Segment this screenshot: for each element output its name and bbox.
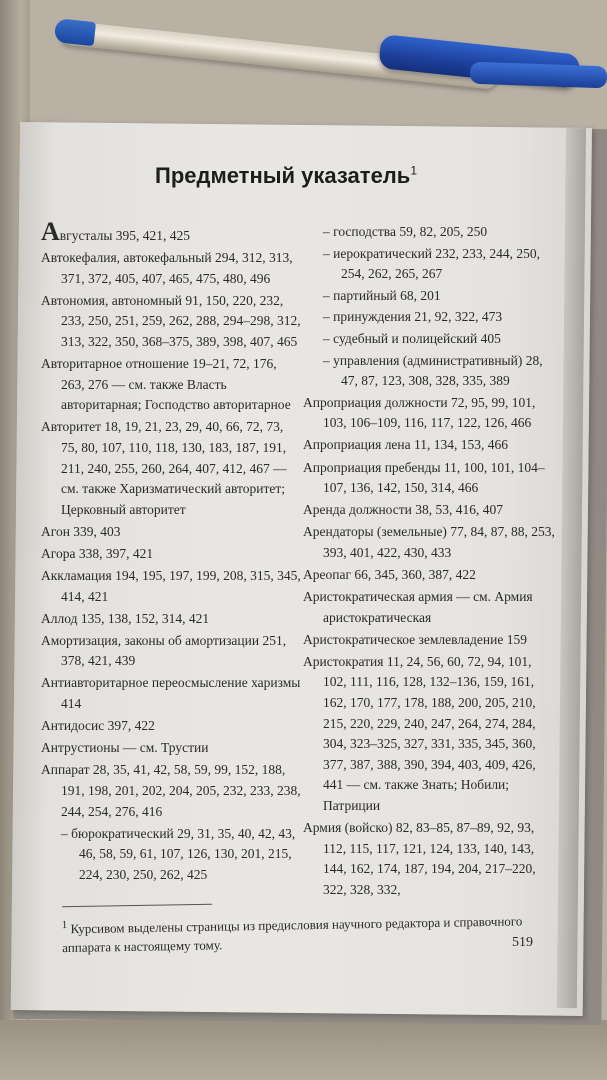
page-number: 519 (512, 935, 533, 950)
page-title-text: Предметный указатель (155, 163, 411, 188)
title-footnote-mark: 1 (410, 163, 417, 178)
index-entry: Августалы 395, 421, 425 (41, 217, 191, 246)
index-entry: Автокефалия, автокефальный 294, 312, 313, 371, 372, 405, 407, 465, 475, 480, 496 (41, 250, 293, 286)
index-entry: Агора 338, 397, 421 (41, 545, 154, 561)
index-entry: Антиавторитарное переосмысление харизмы 414 (41, 675, 301, 712)
index-entry: Арендаторы (земельные) 77, 84, 87, 88, 253, 393, 401, 422, 430, 433 (303, 524, 555, 560)
index-entry: Апроприация должности 72, 95, 99, 101, 103, 106–109, 116, 117, 122, 126, 466 (303, 394, 536, 431)
index-entry: Апроприация пребенды 11, 100, 101, 104–107, 136, 142, 150, 314, 466 (303, 459, 545, 496)
table-surface-bottom (0, 1020, 607, 1080)
index-entry: Аккламация 194, 195, 197, 199, 208, 315, 345, 414, 421 (41, 568, 301, 604)
index-subentry: – бюрократический 29, 31, 35, 40, 42, 43, 46, 58, 59, 61, 107, 126, 130, 201, 215, 224, 230, 250, 262, 425 (61, 825, 296, 882)
index-entry: Агон 339, 403 (41, 523, 121, 539)
index-subentry: – партийный 68, 201 (323, 287, 441, 303)
index-subentry: – управления (административный) 28, 47, 87, 123, 308, 328, 335, 389 (323, 352, 543, 389)
index-subentry: – судебный и полицейский 405 (323, 330, 501, 346)
index-entry: Армия (войско) 82, 83–85, 87–89, 92, 93, 112, 115, 117, 121, 124, 133, 140, 143, 144, 162, 174, 187, 194, 204, 217–220, 322, 328, 332, (303, 820, 536, 897)
index-right-column (303, 222, 557, 902)
index-entry: Аристократическая армия — см. Армия аристократическая (303, 589, 533, 625)
index-entry: Аристократическое землевладение 159 (303, 631, 527, 647)
pen-tip (54, 18, 96, 46)
index-subentry: – господства 59, 82, 205, 250 (323, 224, 488, 239)
index-entry: Автономия, автономный 91, 150, 220, 232, 233, 250, 251, 259, 262, 288, 294–298, 312, 313, 322, 350, 368–375, 389, 398, 407, 465 (41, 292, 301, 349)
footnote-mark: 1 (61, 919, 68, 932)
footnote-text: Курсивом выделены страницы из предисловия научного редактора и справочного аппарата к настоящему тому. (62, 913, 523, 956)
index-subentry: – иерократический 232, 233, 244, 250, 254, 262, 265, 267 (323, 245, 541, 282)
index-entry: Авторитарное отношение 19–21, 72, 176, 263, 276 — см. также Власть авторитарная; Господство авторитарное (41, 356, 291, 413)
index-entry: Антрустионы — см. Трустии (41, 740, 209, 756)
index-entry: Антидосис 397, 422 (41, 718, 155, 734)
page-title (155, 163, 515, 189)
index-entry: Авторитет 18, 19, 21, 23, 29, 40, 66, 72, 73, 75, 80, 107, 110, 118, 130, 183, 187, 191, 211, 240, 255, 260, 264, 407, 412, 467 — см. также Харизматический авторитет; Церковный авторитет (41, 419, 287, 517)
index-entry: Аппарат 28, 35, 41, 42, 58, 59, 99, 152, 188, 191, 198, 201, 202, 204, 205, 232, 233, 238, 244, 254, 276, 416 (41, 762, 301, 819)
index-entry: Аллод 135, 138, 152, 314, 421 (41, 610, 210, 626)
index-entry: Амортизация, законы об амортизации 251, 378, 421, 439 (41, 632, 287, 669)
index-entry: Аристократия 11, 24, 56, 60, 72, 94, 101, 102, 111, 116, 128, 132–136, 159, 161, 162, 170, 177, 178, 188, 200, 205, 210, 215, 220, 229, 240, 247, 264, 274, 284, 304, 323–325, 327, 331, 335, 345, 360, 377, 387, 388, 390, 394, 403, 409, 426, 441 — см. также Знать; Нобили; Патриции (303, 653, 536, 814)
index-entry: Апроприация лена 11, 134, 153, 466 (303, 437, 509, 453)
index-entry: Ареопаг 66, 345, 360, 387, 422 (303, 567, 476, 582)
index-entry: Аренда должности 38, 53, 416, 407 (303, 502, 504, 518)
footnote (62, 908, 533, 958)
index-left-column (41, 217, 303, 886)
index-subentry: – принуждения 21, 92, 322, 473 (323, 309, 503, 325)
